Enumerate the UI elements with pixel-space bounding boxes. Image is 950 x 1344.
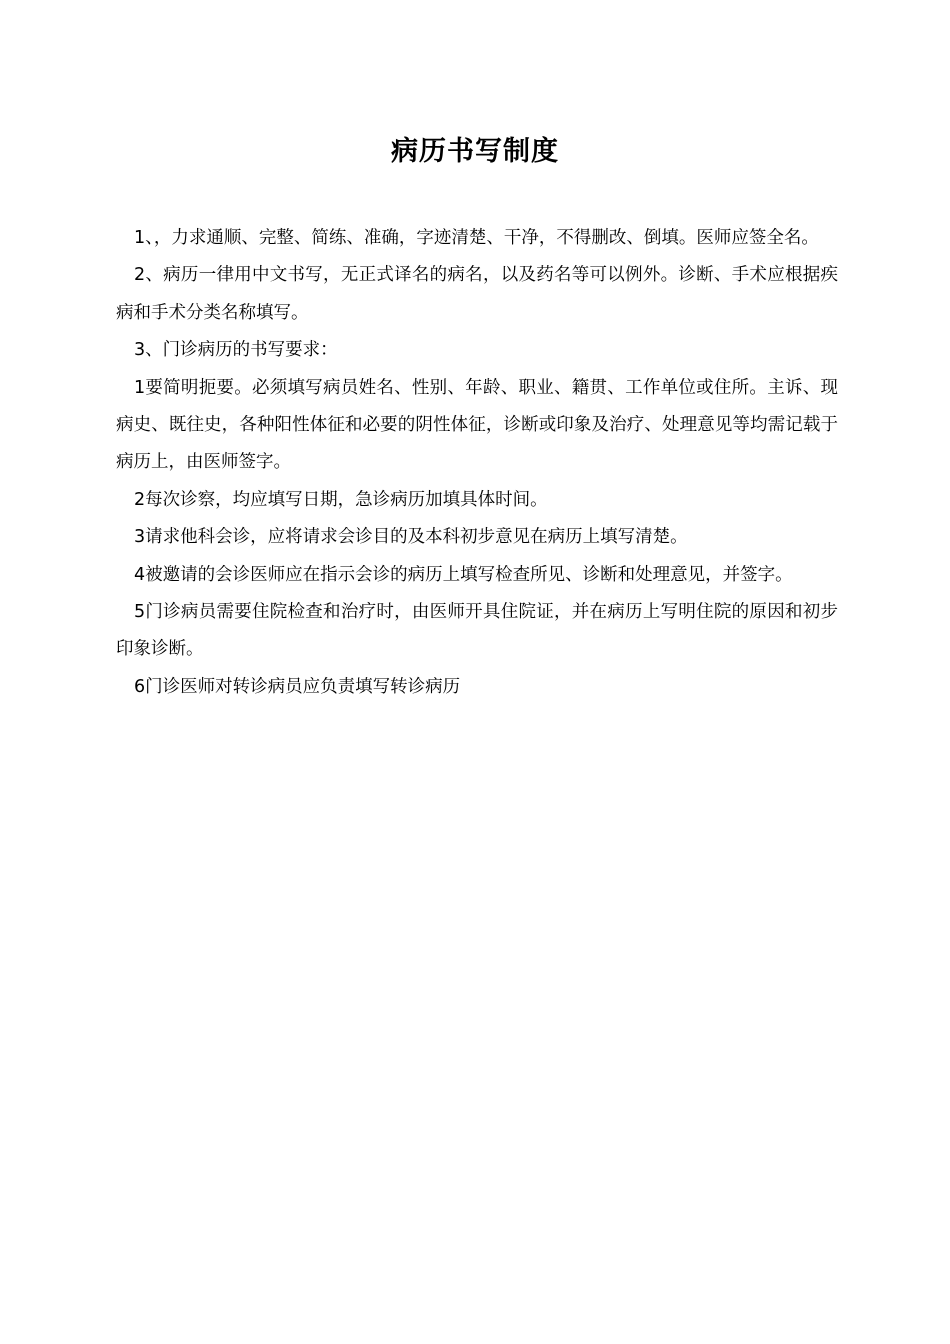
paragraph-rule-2: 2、病历一律用中文书写，无正式译名的病名，以及药名等可以例外。诊断、手术应根据疾病和手术分类名称填写。 xyxy=(116,265,838,323)
paragraph-outpatient-item-2: 2每次诊察，均应填写日期，急诊病历加填具体时间。 xyxy=(134,489,548,510)
paragraph-outpatient-item-5: 5门诊病员需要住院检查和治疗时，由医师开具住院证，并在病历上写明住院的原因和初步印象诊断。 xyxy=(116,602,838,660)
paragraph-rule-1: 1、，力求通顺、完整、简练、准确，字迹清楚、干净，不得删改、倒填。医师应签全名。 xyxy=(134,228,819,248)
paragraph-outpatient-item-1: 1要简明扼要。必须填写病员姓名、性别、年龄、职业、籍贯、工作单位或住所。主诉、现病史、既往史，各种阳性体征和必要的阴性体征，诊断或印象及治疗、处理意见等均需记载于病历上，由医师签字。 xyxy=(116,377,838,473)
paragraph-outpatient-item-4: 4被邀请的会诊医师应在指示会诊的病历上填写检查所见、诊断和处理意见，并签字。 xyxy=(134,564,793,585)
paragraph-outpatient-item-6: 6门诊医师对转诊病员应负责填写转诊病历 xyxy=(134,676,461,697)
document-body xyxy=(116,220,838,706)
document-title: 病历书写制度 xyxy=(391,136,559,167)
paragraph-outpatient-item-3: 3请求他科会诊，应将请求会诊目的及本科初步意见在病历上填写清楚。 xyxy=(134,527,688,548)
paragraph-rule-3-heading: 3、门诊病历的书写要求： xyxy=(134,340,338,361)
